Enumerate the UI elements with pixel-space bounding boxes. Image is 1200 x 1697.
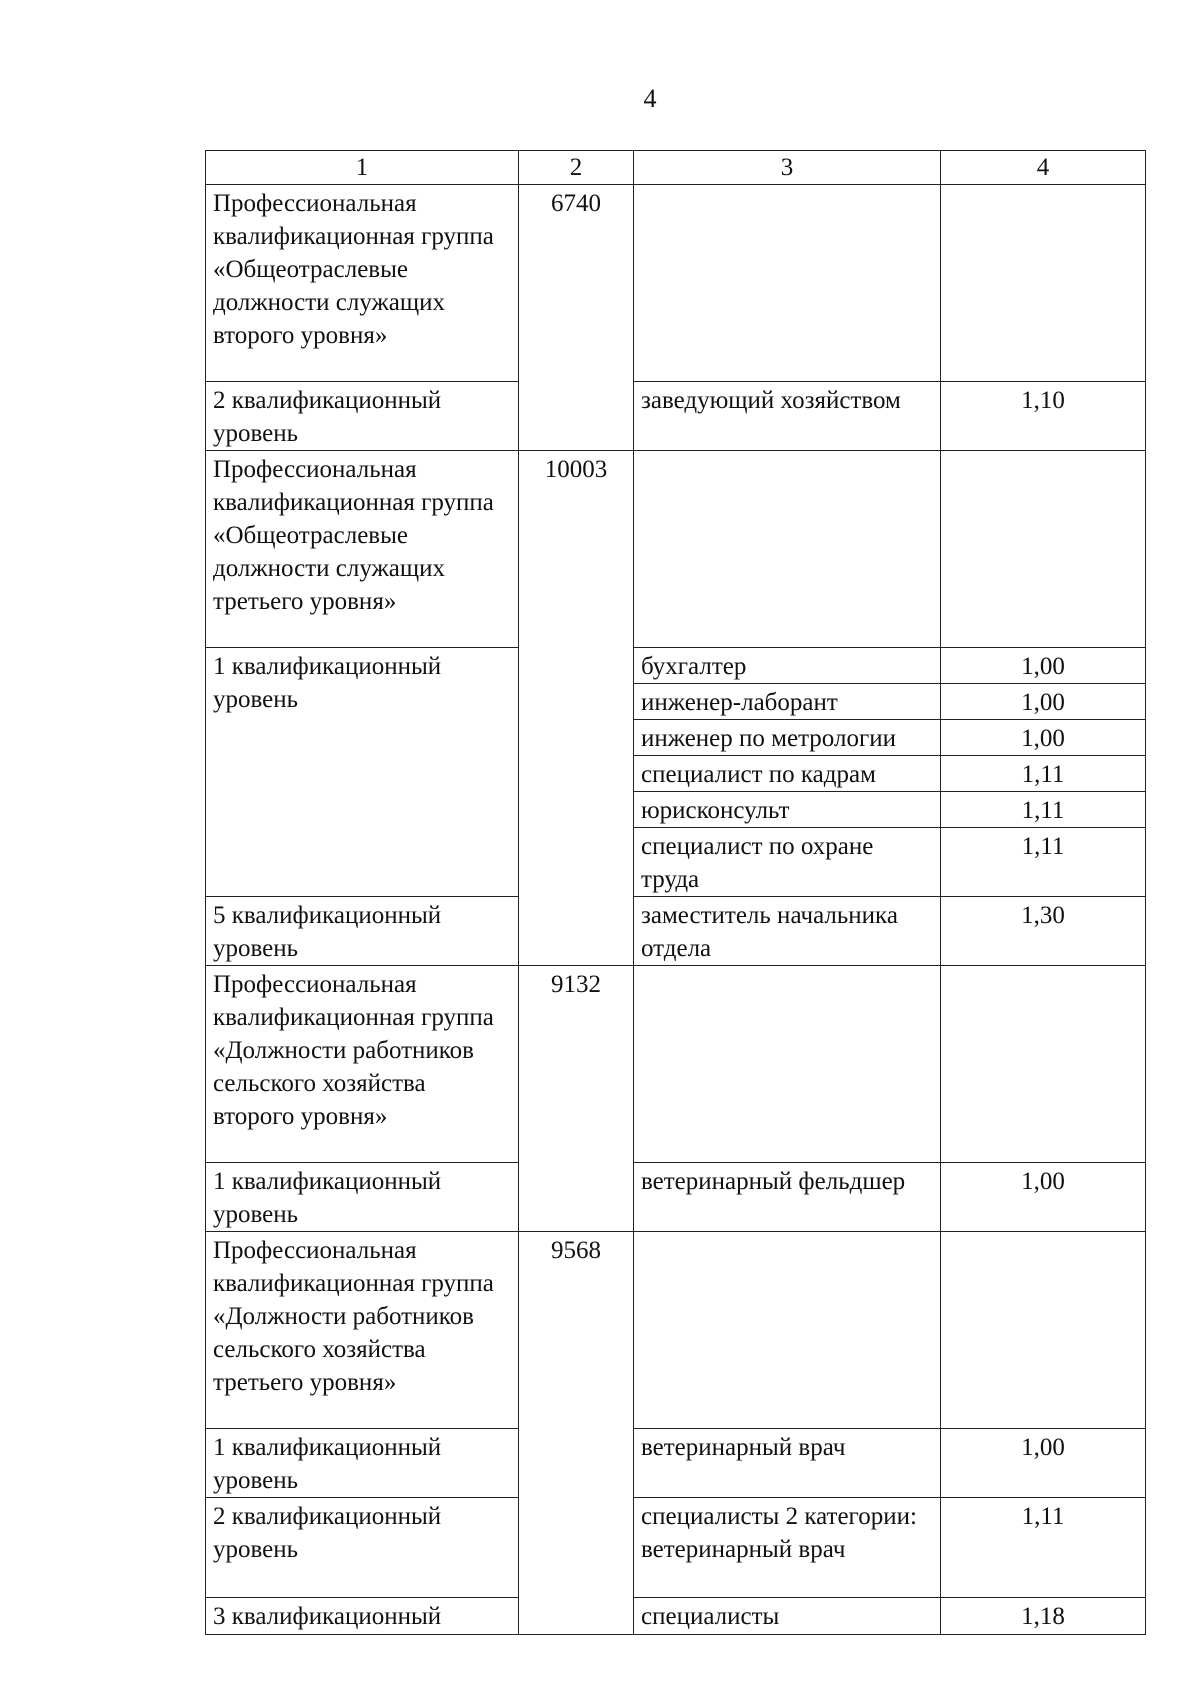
table-row [206, 1163, 1146, 1232]
table-row [206, 382, 1146, 451]
table-row [206, 966, 1146, 1163]
empty-cell [941, 451, 1146, 648]
level-label: 2 квалификационный уровень [206, 382, 519, 451]
coefficient: 1,10 [941, 382, 1146, 451]
salary-coefficient-table [205, 150, 1146, 1635]
position-name: бухгалтер [634, 648, 941, 684]
coefficient: 1,00 [941, 648, 1146, 684]
group-title: Профессиональная квалификационная группа «Общеотраслевые должности служащих третьего уровня» [206, 451, 519, 648]
group-code: 6740 [519, 185, 634, 451]
group-code: 10003 [519, 451, 634, 966]
group-code: 9568 [519, 1232, 634, 1635]
table-row [206, 1598, 1146, 1635]
coefficient: 1,00 [941, 1429, 1146, 1498]
position-name: инженер-лаборант [634, 684, 941, 720]
position-name: ветеринарный фельдшер [634, 1163, 941, 1232]
coefficient: 1,30 [941, 897, 1146, 966]
position-name: ветеринарный врач [634, 1429, 941, 1498]
column-header: 3 [634, 151, 941, 185]
column-header: 2 [519, 151, 634, 185]
empty-cell [634, 966, 941, 1163]
group-title: Профессиональная квалификационная группа «Должности работников сельского хозяйства третьего уровня» [206, 1232, 519, 1429]
position-name: инженер по метрологии [634, 720, 941, 756]
empty-cell [941, 185, 1146, 382]
level-label: 3 квалификационный [206, 1598, 519, 1635]
empty-cell [941, 1232, 1146, 1429]
level-label: 1 квалификационный уровень [206, 1163, 519, 1232]
empty-cell [941, 966, 1146, 1163]
position-name: заместитель начальника отдела [634, 897, 941, 966]
position-name: специалисты 2 категории: ветеринарный врач [634, 1498, 941, 1598]
table-row [206, 648, 1146, 684]
coefficient: 1,00 [941, 684, 1146, 720]
coefficient: 1,18 [941, 1598, 1146, 1635]
position-name: специалист по охране труда [634, 828, 941, 897]
column-header: 4 [941, 151, 1146, 185]
level-label: 1 квалификационный уровень [206, 648, 519, 897]
table-row [206, 1429, 1146, 1498]
group-title: Профессиональная квалификационная группа «Должности работников сельского хозяйства второго уровня» [206, 966, 519, 1163]
empty-cell [634, 1232, 941, 1429]
group-title: Профессиональная квалификационная группа «Общеотраслевые должности служащих второго уровня» [206, 185, 519, 382]
coefficient: 1,11 [941, 1498, 1146, 1598]
coefficient: 1,11 [941, 756, 1146, 792]
coefficient: 1,11 [941, 792, 1146, 828]
level-label: 5 квалификационный уровень [206, 897, 519, 966]
empty-cell [634, 185, 941, 382]
column-header: 1 [206, 151, 519, 185]
level-label: 2 квалификационный уровень [206, 1498, 519, 1598]
table-header-row [206, 151, 1146, 185]
table-row [206, 185, 1146, 382]
position-name: специалисты [634, 1598, 941, 1635]
coefficient: 1,11 [941, 828, 1146, 897]
coefficient: 1,00 [941, 720, 1146, 756]
level-label: 1 квалификационный уровень [206, 1429, 519, 1498]
table-row [206, 451, 1146, 648]
table-row [206, 1498, 1146, 1598]
position-name: специалист по кадрам [634, 756, 941, 792]
empty-cell [634, 451, 941, 648]
position-name: юрисконсульт [634, 792, 941, 828]
page-number: 4 [643, 84, 657, 113]
group-code: 9132 [519, 966, 634, 1232]
coefficient: 1,00 [941, 1163, 1146, 1232]
table-row [206, 897, 1146, 966]
table-row [206, 1232, 1146, 1429]
position-name: заведующий хозяйством [634, 382, 941, 451]
